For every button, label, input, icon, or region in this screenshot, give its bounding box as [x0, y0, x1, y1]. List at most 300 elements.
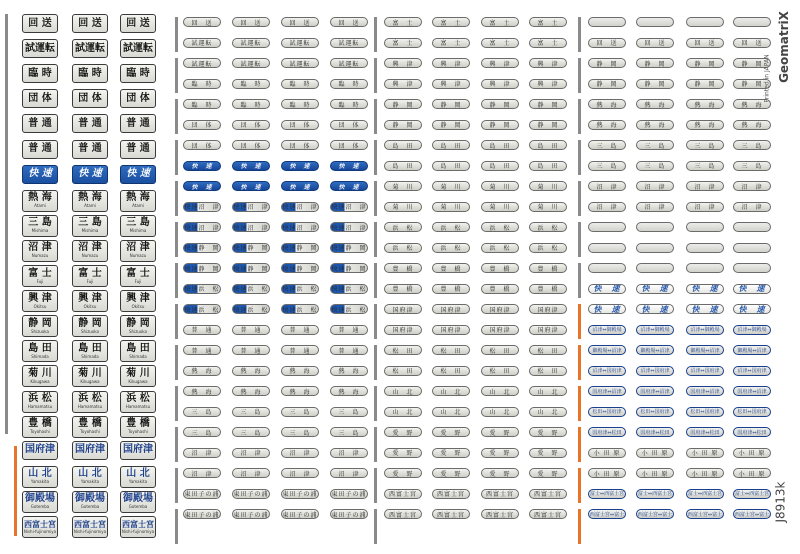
- strip-text: 富 士: [489, 19, 511, 27]
- strip-text: 沼津⇔国府津: [737, 368, 767, 374]
- strip-text: 熱 海: [289, 388, 311, 396]
- strip-text: 団 体: [240, 142, 262, 150]
- strip-text: 快 速: [641, 304, 669, 314]
- strip-text: 快速浜 松: [331, 286, 367, 293]
- destination-strip: [330, 120, 368, 130]
- destination-plate: [22, 190, 58, 212]
- destination-strip: [636, 263, 674, 273]
- destination-strip: [686, 386, 724, 396]
- destination-strip: [183, 304, 221, 314]
- strip-text: 熱 海: [338, 388, 360, 396]
- strip-text: 東田子の浦: [233, 511, 269, 519]
- destination-strip: [330, 161, 368, 171]
- destination-strip: [232, 222, 270, 232]
- destination-strip: [281, 427, 319, 437]
- strip-text: 山 北: [392, 388, 414, 396]
- strip-text: 松田⇔国府津: [737, 409, 767, 415]
- plate-romaji: Fuji: [86, 278, 94, 284]
- destination-strip: [686, 243, 724, 253]
- destination-strip: [481, 79, 519, 89]
- strip-text: 島 田: [392, 163, 414, 170]
- strip-text: 試運転: [191, 40, 213, 47]
- destination-strip: [281, 202, 319, 212]
- destination-strip: [529, 58, 567, 68]
- plate-main-text: 臨 時: [126, 67, 150, 79]
- destination-strip: [330, 284, 368, 294]
- strip-text: 愛 野: [440, 470, 462, 478]
- strip-text: 回 送: [240, 19, 262, 27]
- group-marker-bar: [578, 386, 581, 421]
- destination-strip: [432, 345, 470, 355]
- strip-text: 西富士宮⇔富士: [734, 511, 770, 518]
- destination-strip: [529, 99, 567, 109]
- destination-strip: [232, 407, 270, 417]
- destination-strip: [529, 366, 567, 376]
- destination-strip: [636, 79, 674, 89]
- plate-main-text: 試運転: [123, 42, 153, 54]
- strip-text: 松田⇔国府津: [690, 409, 720, 415]
- destination-strip: [481, 222, 519, 232]
- plate-main-text: 興 津: [78, 292, 102, 304]
- destination-strip: [481, 38, 519, 48]
- strip-text: 臨 時: [338, 101, 360, 109]
- strip-text: 沼 津: [741, 183, 763, 191]
- strip-text: 快速沼 津: [282, 224, 318, 232]
- plate-main-text: 普 通: [78, 143, 102, 154]
- destination-plate: [120, 190, 156, 212]
- destination-strip: [281, 161, 319, 171]
- plate-romaji: Numazu: [31, 253, 49, 259]
- plate-main-text: 団 体: [78, 92, 102, 104]
- strip-text: 国府津⇔松田: [737, 429, 767, 436]
- strip-text: 静 岡: [392, 122, 414, 129]
- destination-strip: [183, 284, 221, 294]
- strip-text: 西富士宮⇔富士: [687, 511, 723, 518]
- plate-romaji: Okitsu: [83, 303, 97, 309]
- strip-text: 快速静 岡: [184, 265, 220, 273]
- plate-main-text: 島 田: [78, 342, 102, 354]
- destination-plate: [72, 39, 108, 58]
- strip-text: 三 島: [694, 163, 716, 170]
- destination-strip: [733, 509, 771, 519]
- destination-strip: [183, 99, 221, 109]
- plate-main-text: 普 通: [126, 117, 150, 129]
- group-marker-bar: [578, 99, 581, 134]
- strip-text: 熱 海: [644, 122, 666, 129]
- strip-text: 普 通: [338, 327, 360, 334]
- plate-main-text: 快 速: [28, 168, 52, 180]
- strip-text: 熱 海: [596, 122, 618, 129]
- destination-strip: [588, 263, 626, 273]
- strip-text: 沼 津: [596, 183, 618, 191]
- plate-main-text: 団 体: [126, 92, 150, 104]
- strip-text: 島 田: [392, 142, 414, 150]
- strip-text: 松 田: [440, 347, 462, 355]
- strip-text: 熱 海: [338, 368, 360, 375]
- strip-text: 東田子の浦: [282, 491, 318, 498]
- strip-text: 熱 海: [741, 101, 763, 109]
- strip-text: 浜 松: [489, 224, 511, 232]
- strip-text: 快 速: [593, 304, 621, 314]
- destination-strip: [588, 366, 626, 376]
- printed-in-japan-label: Printed in JAPAN: [763, 54, 771, 103]
- strip-text: 御殿場⇔沼津: [640, 347, 670, 354]
- strip-text: 興 津: [537, 60, 559, 68]
- destination-plate: [22, 391, 58, 413]
- group-marker-bar: [578, 17, 581, 52]
- strip-text: 快 速: [691, 284, 719, 293]
- destination-strip: [686, 181, 724, 191]
- destination-strip: [481, 304, 519, 314]
- strip-text: 愛 野: [392, 470, 414, 478]
- destination-plate: [22, 165, 58, 184]
- destination-strip: [686, 468, 724, 478]
- strip-text: 沼 津: [289, 450, 311, 457]
- destination-strip: [481, 17, 519, 27]
- strip-text: 熱 海: [240, 368, 262, 375]
- destination-plate: [22, 14, 58, 33]
- destination-strip: [384, 304, 422, 314]
- strip-text: 快速静 岡: [282, 265, 318, 273]
- destination-strip: [686, 284, 724, 294]
- destination-strip: [183, 366, 221, 376]
- destination-strip: [330, 468, 368, 478]
- destination-strip: [384, 427, 422, 437]
- strip-text: 試運転: [240, 60, 262, 68]
- destination-strip: [183, 161, 221, 171]
- destination-strip: [232, 161, 270, 171]
- destination-strip: [588, 140, 626, 150]
- destination-strip: [481, 243, 519, 253]
- destination-strip: [588, 509, 626, 519]
- destination-plate: [120, 39, 156, 58]
- destination-plate: [22, 114, 58, 133]
- strip-text: 熱 海: [741, 122, 763, 129]
- destination-strip: [384, 489, 422, 499]
- destination-strip: [281, 284, 319, 294]
- destination-strip: [588, 181, 626, 191]
- group-marker-bar: [374, 345, 377, 380]
- destination-strip: [330, 38, 368, 48]
- destination-strip: [183, 427, 221, 437]
- strip-text: 沼津⇔国府津: [690, 368, 720, 374]
- destination-strip: [384, 345, 422, 355]
- strip-text: 小 田 原: [691, 470, 719, 478]
- destination-plate: [22, 365, 58, 387]
- group-marker-bar: [374, 222, 377, 257]
- plate-romaji: Atami: [84, 203, 96, 209]
- destination-strip: [432, 509, 470, 519]
- destination-strip: [636, 120, 674, 130]
- destination-strip: [183, 468, 221, 478]
- plate-main-text: 熱 海: [78, 192, 102, 204]
- strip-text: 国府津: [489, 306, 511, 314]
- plate-romaji: Shimada: [81, 353, 99, 359]
- strip-text: 菊 川: [537, 204, 559, 211]
- destination-strip: [686, 407, 724, 417]
- destination-strip: [481, 202, 519, 212]
- destination-strip: [432, 161, 470, 171]
- destination-strip: [384, 120, 422, 130]
- strip-text: 快速静 岡: [184, 245, 220, 252]
- destination-strip: [384, 99, 422, 109]
- strip-text: 回 送: [694, 40, 716, 47]
- strip-text: 三 島: [338, 429, 360, 437]
- strip-text: 快速沼 津: [233, 204, 269, 211]
- destination-plate: [22, 290, 58, 312]
- destination-strip: [686, 427, 724, 437]
- plate-romaji: Shimada: [31, 353, 49, 359]
- destination-plate: [22, 491, 58, 513]
- plate-main-text: 普 通: [126, 143, 150, 154]
- destination-strip: [432, 468, 470, 478]
- destination-strip: [232, 38, 270, 48]
- strip-text: 小 田 原: [593, 470, 621, 478]
- plate-romaji: Yamakita: [80, 479, 100, 485]
- destination-strip: [330, 140, 368, 150]
- strip-text: 快 速: [338, 183, 360, 191]
- destination-strip: [686, 263, 724, 273]
- strip-text: 富士⇔西富士宮: [734, 491, 770, 497]
- destination-strip: [281, 181, 319, 191]
- destination-strip: [232, 263, 270, 273]
- destination-strip: [529, 468, 567, 478]
- strip-text: 愛 野: [489, 429, 511, 437]
- destination-strip: [481, 263, 519, 273]
- destination-plate: [120, 290, 156, 312]
- plate-romaji: Nishi-fujinomiya: [73, 528, 107, 534]
- plate-main-text: 静 岡: [78, 317, 102, 329]
- strip-text: 三 島: [644, 163, 666, 170]
- destination-strip: [432, 222, 470, 232]
- destination-strip: [330, 263, 368, 273]
- destination-strip: [432, 243, 470, 253]
- plate-romaji: Fuji: [36, 278, 44, 284]
- destination-strip: [588, 79, 626, 89]
- plate-main-text: 沼 津: [28, 242, 52, 254]
- destination-strip: [529, 304, 567, 314]
- destination-strip: [384, 325, 422, 335]
- strip-text: 浜 松: [537, 245, 559, 252]
- strip-text: 回 送: [741, 40, 763, 47]
- destination-plate: [72, 215, 108, 237]
- strip-text: 熱 海: [644, 101, 666, 109]
- destination-plate: [22, 140, 58, 159]
- destination-plate: [22, 516, 58, 538]
- strip-text: 沼津⇔御殿場: [592, 327, 622, 333]
- strip-text: 東田子の浦: [233, 491, 269, 498]
- strip-text: 快速沼 津: [233, 224, 269, 232]
- destination-strip: [232, 448, 270, 458]
- destination-strip: [281, 58, 319, 68]
- destination-strip: [183, 38, 221, 48]
- strip-text: 愛 野: [392, 450, 414, 457]
- destination-strip: [232, 489, 270, 499]
- destination-strip: [529, 79, 567, 89]
- strip-text: 快速静 岡: [233, 245, 269, 252]
- strip-text: 普 通: [338, 347, 360, 355]
- destination-strip: [384, 448, 422, 458]
- strip-text: 小 田 原: [593, 450, 621, 457]
- destination-plate: [120, 240, 156, 262]
- strip-text: 快速静 岡: [282, 245, 318, 252]
- strip-text: 国府津⇔松田: [690, 429, 720, 436]
- destination-strip: [384, 181, 422, 191]
- strip-text: 松田⇔国府津: [640, 409, 670, 415]
- destination-strip: [384, 407, 422, 417]
- strip-text: 沼 津: [338, 470, 360, 478]
- group-marker-bar: [374, 17, 377, 52]
- strip-text: 富士⇔西富士宮: [589, 491, 625, 497]
- plate-romaji: Shizuoka: [129, 328, 147, 334]
- plate-romaji: Toyohashi: [30, 429, 50, 435]
- destination-strip: [432, 263, 470, 273]
- destination-strip: [529, 345, 567, 355]
- destination-strip: [733, 325, 771, 335]
- plate-main-text: 富 士: [78, 267, 102, 279]
- strip-text: 快 速: [289, 163, 311, 170]
- plate-main-text: 普 通: [28, 117, 52, 129]
- destination-strip: [588, 407, 626, 417]
- strip-text: 国府津: [537, 306, 559, 314]
- strip-text: 静 岡: [644, 81, 666, 88]
- destination-strip: [636, 58, 674, 68]
- destination-strip: [330, 99, 368, 109]
- plate-romaji: Hamamatsu: [77, 404, 103, 409]
- destination-strip: [686, 448, 724, 458]
- strip-text: 富 士: [537, 19, 559, 27]
- group-marker-bar: [175, 99, 178, 134]
- strip-text: 回 送: [338, 19, 360, 27]
- strip-text: 試運転: [289, 40, 311, 47]
- strip-text: 団 体: [338, 142, 360, 150]
- strip-text: 興 津: [392, 60, 414, 68]
- destination-strip: [636, 386, 674, 396]
- strip-text: 東田子の浦: [184, 491, 220, 498]
- destination-strip: [232, 99, 270, 109]
- strip-text: 静 岡: [440, 101, 462, 109]
- plate-romaji: Mishima: [129, 228, 147, 234]
- destination-plate: [72, 265, 108, 287]
- destination-strip: [281, 99, 319, 109]
- destination-strip: [384, 38, 422, 48]
- strip-text: 西富士宮: [436, 491, 465, 498]
- group-marker-bar: [374, 509, 377, 544]
- strip-text: 豊 橋: [440, 265, 462, 273]
- strip-text: 沼 津: [644, 204, 666, 211]
- plate-romaji: Gotemba: [30, 504, 50, 510]
- destination-strip: [529, 120, 567, 130]
- destination-plate: [120, 365, 156, 387]
- strip-text: 山 北: [489, 409, 511, 416]
- strip-text: 快速浜 松: [282, 306, 318, 314]
- destination-plate: [72, 340, 108, 362]
- strip-text: 快 速: [289, 183, 311, 191]
- destination-strip: [588, 325, 626, 335]
- strip-text: 三 島: [289, 409, 311, 416]
- plate-main-text: 沼 津: [78, 242, 102, 254]
- destination-strip: [281, 17, 319, 27]
- destination-strip: [432, 304, 470, 314]
- destination-strip: [183, 448, 221, 458]
- strip-text: 東田子の浦: [282, 511, 318, 519]
- strip-text: 浜 松: [440, 245, 462, 252]
- destination-strip: [281, 448, 319, 458]
- destination-plate: [72, 391, 108, 413]
- strip-text: 快速静 岡: [331, 245, 367, 252]
- destination-plate: [22, 340, 58, 362]
- destination-strip: [481, 468, 519, 478]
- destination-plate: [22, 39, 58, 58]
- strip-text: 国府津: [537, 327, 559, 334]
- destination-strip: [330, 202, 368, 212]
- strip-text: 臨 時: [289, 101, 311, 109]
- plate-main-text: 国府津: [123, 444, 153, 456]
- destination-plate: [22, 265, 58, 287]
- destination-strip: [281, 79, 319, 89]
- strip-text: 東田子の浦: [331, 491, 367, 498]
- strip-text: 小 田 原: [641, 470, 669, 478]
- destination-strip: [636, 222, 674, 232]
- strip-text: 小 田 原: [738, 470, 766, 478]
- destination-strip: [281, 38, 319, 48]
- destination-strip: [183, 140, 221, 150]
- strip-text: 豊 橋: [392, 265, 414, 273]
- strip-text: 富士⇔西富士宮: [637, 491, 673, 497]
- strip-text: 試運転: [191, 60, 213, 68]
- destination-strip: [432, 386, 470, 396]
- destination-strip: [281, 366, 319, 376]
- plate-romaji: Gotemba: [80, 504, 100, 510]
- column-marker-bar: [5, 14, 8, 434]
- strip-text: 沼津⇔国府津: [592, 368, 622, 374]
- destination-plate: [22, 416, 58, 438]
- strip-text: 団 体: [240, 122, 262, 129]
- strip-text: 臨 時: [338, 81, 360, 88]
- destination-strip: [733, 284, 771, 294]
- plate-romaji: Numazu: [81, 253, 99, 259]
- destination-strip: [733, 468, 771, 478]
- destination-strip: [232, 427, 270, 437]
- destination-plate: [72, 240, 108, 262]
- strip-text: 富 士: [440, 40, 462, 47]
- strip-text: 快 速: [593, 284, 621, 293]
- strip-text: 山 北: [440, 409, 462, 416]
- destination-strip: [733, 448, 771, 458]
- plate-main-text: 普 通: [28, 143, 52, 154]
- destination-strip: [588, 386, 626, 396]
- destination-plate: [72, 190, 108, 212]
- destination-plate: [72, 114, 108, 133]
- destination-plate: [72, 441, 108, 460]
- strip-text: 浜 松: [489, 245, 511, 252]
- plate-romaji: Nishi-fujinomiya: [23, 528, 57, 534]
- plate-main-text: 熱 海: [28, 192, 52, 204]
- destination-strip: [529, 325, 567, 335]
- strip-text: 国府津: [440, 327, 462, 334]
- destination-strip: [232, 140, 270, 150]
- destination-strip: [183, 263, 221, 273]
- strip-text: 試運転: [240, 40, 262, 47]
- destination-plate: [120, 114, 156, 133]
- destination-strip: [330, 58, 368, 68]
- strip-text: 静 岡: [644, 60, 666, 68]
- destination-strip: [733, 202, 771, 212]
- destination-strip: [330, 509, 368, 519]
- strip-text: 国府津: [440, 306, 462, 314]
- destination-strip: [481, 140, 519, 150]
- destination-strip: [636, 468, 674, 478]
